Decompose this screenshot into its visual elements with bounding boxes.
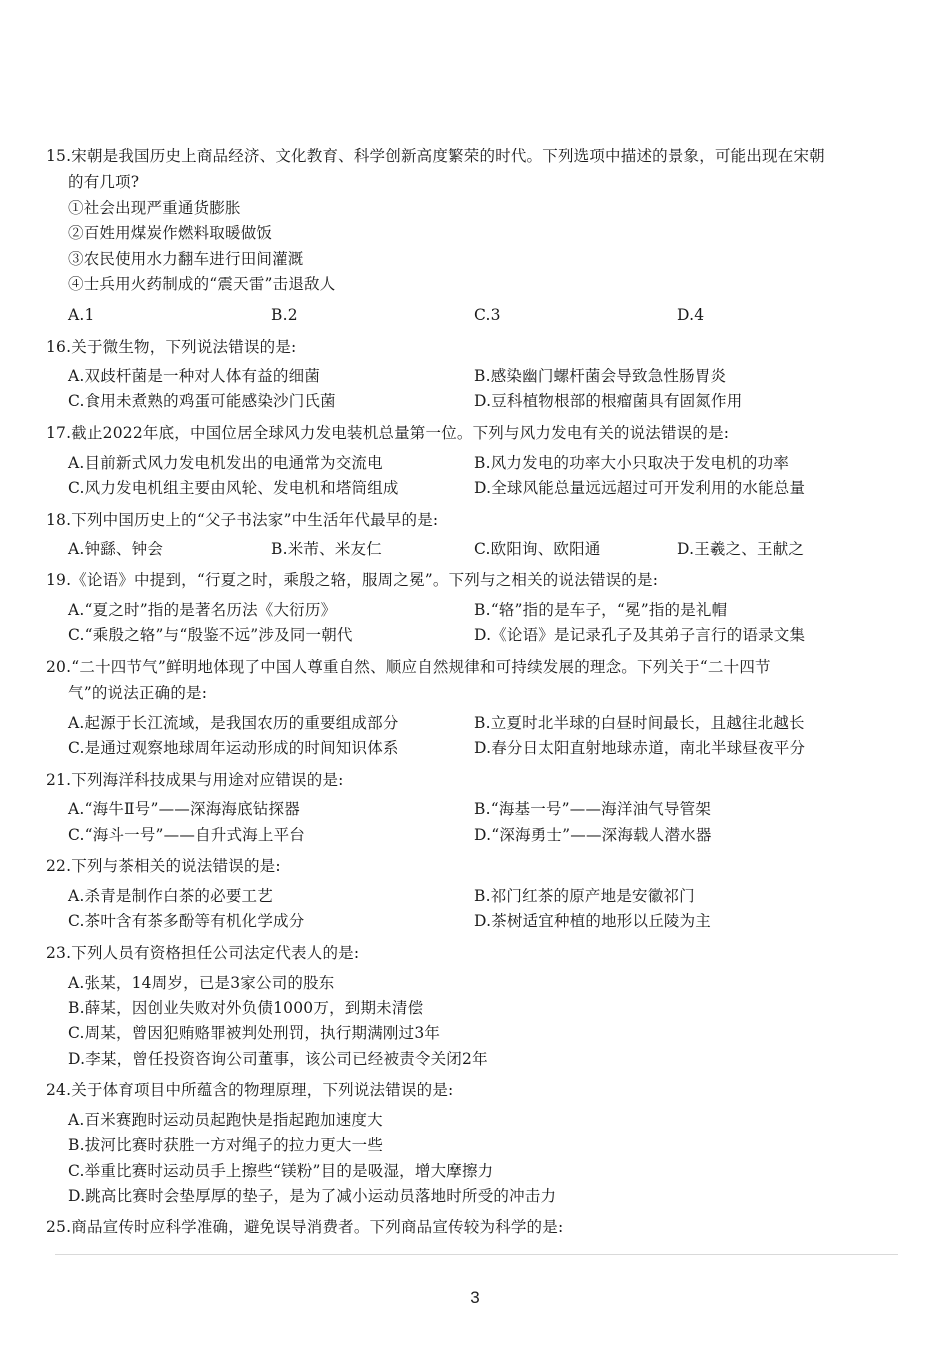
page-number: 3: [470, 1288, 480, 1307]
question-20-option-a: A.起源于长江流域，是我国农历的重要组成部分: [68, 714, 399, 732]
question-20-option-c: C.是通过观察地球周年运动形成的时间知识体系: [68, 739, 399, 757]
question-17-option-d: D.全球风能总量远远超过可开发利用的水能总量: [474, 479, 806, 497]
question-19-stem: 19.《论语》中提到，“行夏之时，乘殷之辂，服周之冕”。下列与之相关的说法错误的是:: [46, 571, 659, 589]
question-16-option-d: D.豆科植物根部的根瘤菌具有固氮作用: [474, 392, 743, 410]
question-18-option-c: C.欧阳询、欧阳通: [474, 540, 601, 558]
question-15-item-1: ①社会出现严重通货膨胀: [68, 199, 241, 217]
question-24-option-c: C.举重比赛时运动员手上擦些“镁粉”目的是吸湿，增大摩擦力: [68, 1162, 494, 1180]
question-15-option-b: B.2: [271, 306, 298, 324]
question-20-option-d: D.春分日太阳直射地球赤道，南北半球昼夜平分: [474, 739, 806, 757]
question-23-option-a: A.张某，14周岁，已是3家公司的股东: [68, 974, 335, 992]
question-23-option-d: D.李某，曾任投资咨询公司董事，该公司已经被责令关闭2年: [68, 1050, 488, 1068]
question-16-option-c: C.食用未煮熟的鸡蛋可能感染沙门氏菌: [68, 392, 336, 410]
question-24-option-b: B.拔河比赛时获胜一方对绳子的拉力更大一些: [68, 1136, 384, 1154]
question-15-stem: 15.宋朝是我国历史上商品经济、文化教育、科学创新高度繁荣的时代。下列选项中描述的景象，可能出现在宋朝: [46, 147, 825, 165]
question-21-option-c: C.“海斗一号”——自升式海上平台: [68, 826, 305, 844]
question-16-option-b: B.感染幽门螺杆菌会导致急性肠胃炎: [474, 367, 727, 385]
question-24-option-a: A.百米赛跑时运动员起跑快是指起跑加速度大: [68, 1111, 383, 1129]
question-20-option-b: B.立夏时北半球的白昼时间最长，且越往北越长: [474, 714, 805, 732]
question-21-option-b: B.“海基一号”——海洋油气导管架: [474, 800, 712, 818]
question-18-option-d: D.王羲之、王献之: [677, 540, 805, 558]
question-22-option-a: A.杀青是制作白茶的必要工艺: [68, 887, 273, 905]
question-15-option-a: A.1: [68, 306, 95, 324]
question-24-option-d: D.跳高比赛时会垫厚厚的垫子，是为了减小运动员落地时所受的冲击力: [68, 1187, 557, 1205]
question-15-item-3: ③农民使用水力翻车进行田间灌溉: [68, 250, 304, 268]
question-16-stem: 16.关于微生物，下列说法错误的是:: [46, 338, 297, 356]
question-15-item-2: ②百姓用煤炭作燃料取暖做饭: [68, 224, 273, 242]
question-17-option-a: A.目前新式风力发电机发出的电通常为交流电: [68, 454, 383, 472]
question-15-stem-cont: 的有几项?: [68, 173, 140, 191]
question-22-option-d: D.茶树适宜种植的地形以丘陵为主: [474, 912, 712, 930]
question-19-option-a: A.“夏之时”指的是著名历法《大衍历》: [68, 601, 337, 619]
question-15-option-d: D.4: [677, 306, 705, 324]
question-19-option-d: D.《论语》是记录孔子及其弟子言行的语录文集: [474, 626, 806, 644]
footer-divider: [55, 1254, 898, 1255]
question-15-item-4: ④士兵用火药制成的“震天雷”击退敌人: [68, 275, 336, 293]
question-21-stem: 21.下列海洋科技成果与用途对应错误的是:: [46, 771, 344, 789]
question-21-option-a: A.“海牛Ⅱ号”——深海海底钻探器: [68, 800, 300, 818]
question-22-option-b: B.祁门红茶的原产地是安徽祁门: [474, 887, 695, 905]
question-24-stem: 24.关于体育项目中所蕴含的物理原理，下列说法错误的是:: [46, 1081, 454, 1099]
question-22-option-c: C.茶叶含有茶多酚等有机化学成分: [68, 912, 305, 930]
question-22-stem: 22.下列与茶相关的说法错误的是:: [46, 857, 281, 875]
question-23-stem: 23.下列人员有资格担任公司法定代表人的是:: [46, 944, 360, 962]
question-21-option-d: D.“深海勇士”——深海载人潜水器: [474, 826, 712, 844]
question-17-stem: 17.截止2022年底，中国位居全球风力发电装机总量第一位。下列与风力发电有关的说法错误的是:: [46, 424, 730, 442]
question-25-stem: 25.商品宣传时应科学准确，避免误导消费者。下列商品宣传较为科学的是:: [46, 1218, 564, 1236]
question-19-option-b: B.“辂”指的是车子，“冕”指的是礼帽: [474, 601, 728, 619]
question-19-option-c: C.“乘殷之辂”与“殷鉴不远”涉及同一朝代: [68, 626, 353, 644]
question-16-option-a: A.双歧杆菌是一种对人体有益的细菌: [68, 367, 321, 385]
question-23-option-c: C.周某，曾因犯贿赂罪被判处刑罚，执行期满刚过3年: [68, 1024, 441, 1042]
question-18-option-b: B.米芾、米友仁: [271, 540, 382, 558]
question-17-option-b: B.风力发电的功率大小只取决于发电机的功率: [474, 454, 790, 472]
question-18-stem: 18.下列中国历史上的“父子书法家”中生活年代最早的是:: [46, 511, 439, 529]
question-23-option-b: B.薛某，因创业失败对外负债1000万，到期未清偿: [68, 999, 424, 1017]
question-20-stem-cont: 气”的说法正确的是:: [68, 684, 208, 702]
question-20-stem: 20.“二十四节气”鲜明地体现了中国人尊重自然、顺应自然规律和可持续发展的理念。下列关于“二十四节: [46, 658, 771, 676]
question-18-option-a: A.钟繇、钟会: [68, 540, 164, 558]
question-17-option-c: C.风力发电机组主要由风轮、发电机和塔筒组成: [68, 479, 399, 497]
question-15-option-c: C.3: [474, 306, 501, 324]
